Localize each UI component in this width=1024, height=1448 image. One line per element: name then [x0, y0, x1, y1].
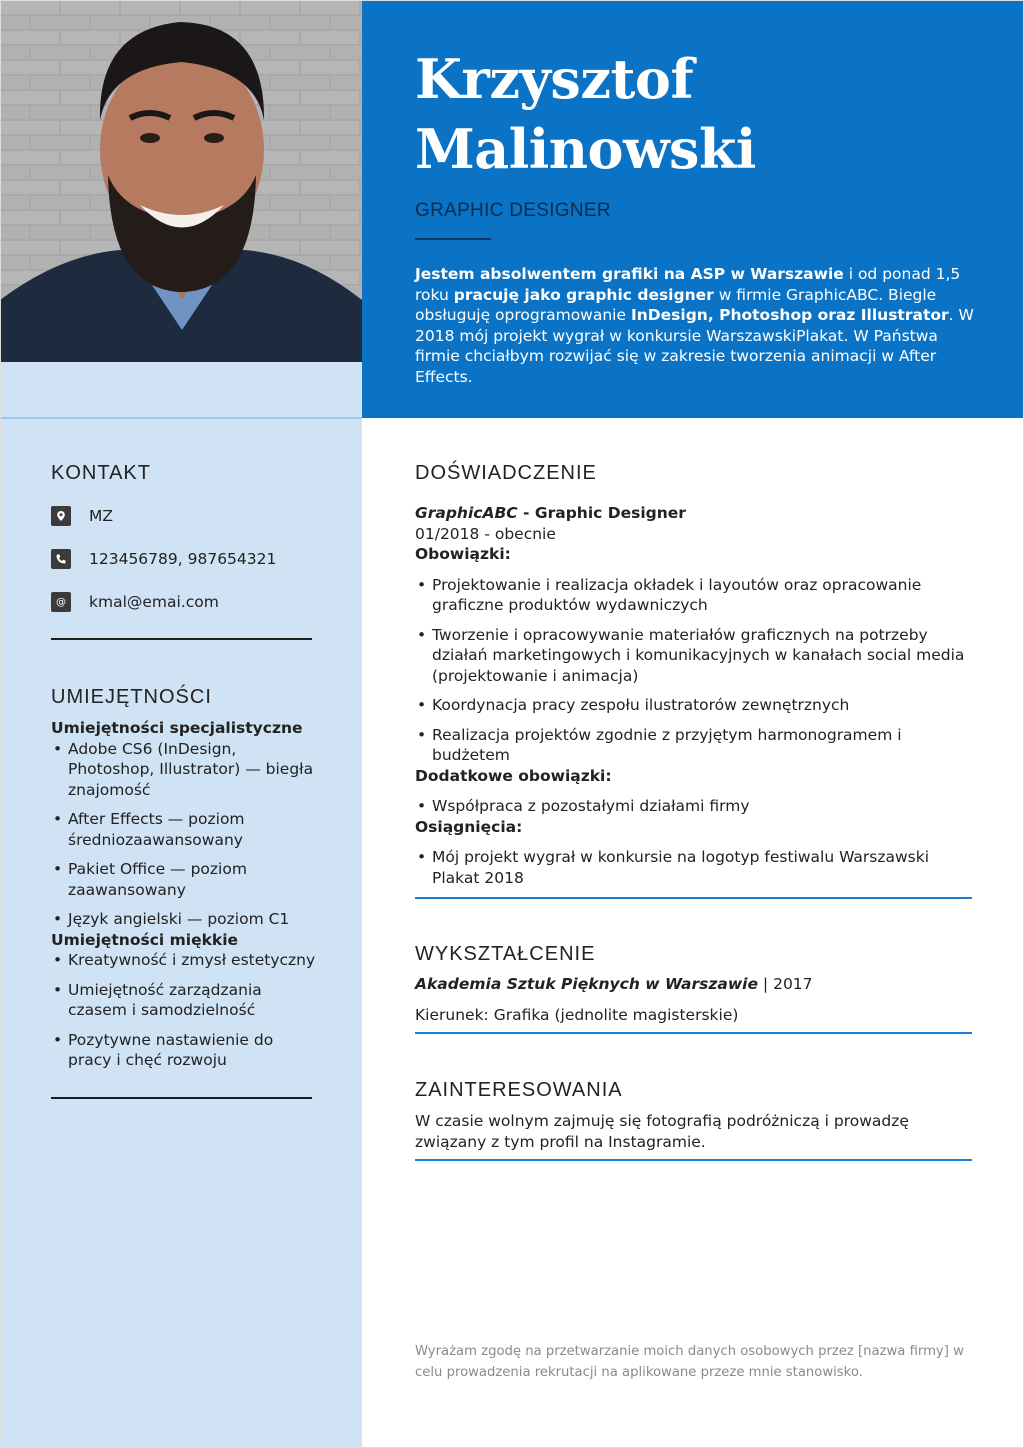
- experience-heading: DOŚWIADCZENIE: [415, 462, 597, 484]
- intro-text-1: i od ponad 1,5 roku: [415, 265, 961, 304]
- graduation-year: | 2017: [758, 975, 813, 993]
- extra-duties-heading: Dodatkowe obowiązki:: [415, 766, 612, 785]
- list-item: • Tworzenie i opracowywanie materiałów graficznych na potrzeby działań marketingowych i komunikacyjnych w kanałach social media (projektowanie i animacja): [415, 625, 975, 687]
- sidebar-divider: [0, 417, 362, 419]
- list-item: • Kreatywność i zmysł estetyczny: [51, 950, 321, 971]
- soft-skills-list: [51, 950, 321, 1071]
- interests-heading: ZAINTERESOWANIA: [415, 1079, 623, 1101]
- skills-section: [51, 718, 321, 1071]
- at-sign-icon: @: [51, 592, 71, 612]
- list-item: • Język angielski — poziom C1: [51, 909, 321, 930]
- list-item: • Mój projekt wygrał w konkursie na logotyp festiwalu Warszawski Plakat 2018: [415, 847, 975, 888]
- gdpr-consent: Wyrażam zgodę na przetwarzanie moich danych osobowych przez [nazwa firmy] w celu prowadzenia rekrutacji na aplikowane przeze mnie stanowisko.: [415, 1344, 964, 1380]
- specialist-skills-list: [51, 739, 321, 930]
- list-item: • After Effects — poziom średniozaawansowany: [51, 809, 321, 850]
- school-name: Akademia Sztuk Pięknych w Warszawie: [415, 975, 758, 993]
- experience-divider: [415, 897, 972, 899]
- interests-divider: [415, 1159, 972, 1161]
- address-text: MZ: [89, 507, 113, 525]
- duties-heading: Obowiązki:: [415, 545, 511, 563]
- role-name: - Graphic Designer: [517, 504, 686, 522]
- list-item: • Współpraca z pozostałymi działami firmy: [415, 796, 975, 817]
- list-item: • Pakiet Office — poziom zaawansowany: [51, 859, 321, 900]
- education-entry: [415, 974, 975, 995]
- interests-text: W czasie wolnym zajmuję się fotografią podróżniczą i prowadzę związany z tym profil na Instagramie.: [415, 1112, 909, 1151]
- duties-list: [415, 575, 975, 766]
- contact-address: [51, 506, 113, 526]
- intro-text-2: w firmie GraphicABC. Biegle obsługuję oprogramowanie: [415, 285, 937, 324]
- education-heading: WYKSZTAŁCENIE: [415, 943, 596, 965]
- skills-heading: UMIEJĘTNOŚCI: [51, 686, 212, 708]
- skills-divider: [51, 1097, 312, 1099]
- list-item: • Projektowanie i realizacja okładek i layoutów oraz opracowanie graficzne produktów wydawniczych: [415, 575, 975, 616]
- phone-icon: [51, 549, 71, 569]
- experience-section: [415, 503, 975, 888]
- intro-bold-3: InDesign, Photoshop oraz Illustrator: [630, 306, 949, 324]
- company-name: GraphicABC: [415, 504, 518, 522]
- contact-phone: [51, 549, 276, 569]
- education-section: [415, 974, 975, 1025]
- profile-photo: [0, 0, 362, 362]
- first-name: Krzysztof: [415, 47, 694, 111]
- list-item: • Pozytywne nastawienie do pracy i chęć rozwoju: [51, 1030, 321, 1071]
- intro-paragraph: [415, 264, 975, 387]
- soft-skills-heading: Umiejętności miękkie: [51, 930, 239, 949]
- contact-heading: KONTAKT: [51, 462, 151, 484]
- list-item: • Realizacja projektów zgodnie z przyjętym harmonogramem i budżetem: [415, 725, 975, 766]
- specialist-skills-heading: Umiejętności specjalistyczne: [51, 719, 303, 737]
- experience-dates: 01/2018 - obecnie: [415, 524, 556, 543]
- achievements-heading: Osiągnięcia:: [415, 817, 523, 836]
- education-major: Kierunek: Grafika (jednolite magisterskie): [415, 1005, 739, 1024]
- intro-bold-2: pracuję jako graphic designer: [453, 285, 714, 304]
- portrait-illustration: [0, 0, 362, 362]
- education-divider: [415, 1032, 972, 1034]
- contact-divider: [51, 638, 312, 640]
- phone-text: 123456789, 987654321: [89, 550, 277, 568]
- intro-bold-1: Jestem absolwentem grafiki na ASP w Warszawie: [415, 265, 844, 283]
- email-text[interactable]: kmal@emai.com: [89, 593, 219, 611]
- experience-position: [415, 503, 975, 524]
- achievements-list: [415, 847, 975, 888]
- candidate-name: [415, 44, 975, 184]
- contact-email: [51, 592, 219, 612]
- job-title: GRAPHIC DESIGNER: [415, 200, 611, 221]
- list-item: • Adobe CS6 (InDesign, Photoshop, Illustrator) — biegła znajomość: [51, 739, 321, 801]
- list-item: • Koordynacja pracy zespołu ilustratorów zewnętrznych: [415, 695, 975, 716]
- extra-duties-list: [415, 796, 975, 817]
- title-underline: [415, 238, 491, 240]
- last-name: Malinowski: [415, 117, 756, 181]
- list-item: • Umiejętność zarządzania czasem i samodzielność: [51, 980, 321, 1021]
- map-pin-icon: [51, 506, 71, 526]
- intro-text-3: . W 2018 mój projekt wygrał w konkursie WarszawskiPlakat. W Państwa firmie chciałbym rozwijać się w zakresie tworzenia animacji w After Effects.: [415, 306, 974, 386]
